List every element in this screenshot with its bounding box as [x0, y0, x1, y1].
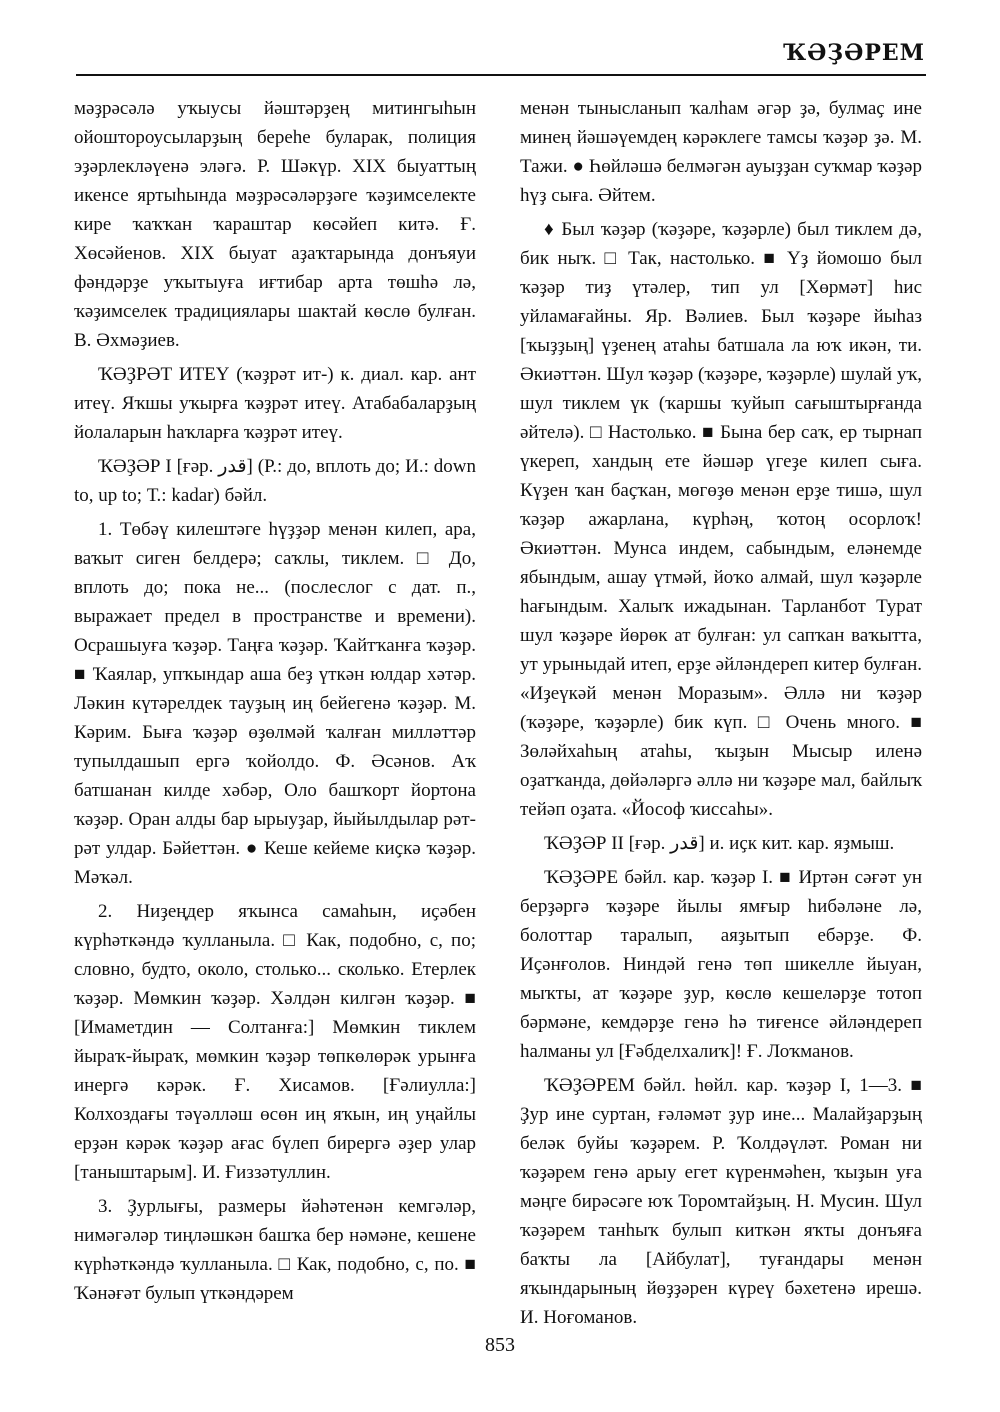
running-head: ҠӘҘӘРЕМ: [783, 40, 925, 66]
entry-paragraph: ҠӘҘӘР II [ғәр. قدر] и. иҫк кит. кар. яҙмыш.: [544, 833, 895, 854]
entry-paragraph: ҠӘҘӘРЕ бәйл. кар. ҡәҙәр I. ■ Иртән сәғәт ун берҙәргә ҡәҙәре йылы ямғыр һибәләне лә, болоттар таралып, аяҙытып ебәрҙе. Ф. Иҫәнғолов. Ниндәй генә төп шикелле йыуан, мыҡты, ат ҡәҙәре ҙур, көслө кешеләрҙе тотоп бәрмәне, кемдәрҙе генә һә тиғенсе әйләндереп һалманы ул [Ғәбделхалиҡ]! Ғ. Лоҡманов.: [520, 867, 922, 1062]
page-number: 853: [485, 1334, 515, 1356]
entry-paragraph: 2. Ниҙеңдер яҡынса самаһын, иҫәбен күрһәткәндә ҡулланыла. □ Как, подобно, с, по; словно, будто, около, столько... сколько. Етерлек ҡәҙәр. Мөмкин ҡәҙәр. Хәлдән килгән ҡәҙәр. ■ [Имаметдин — Солтанға:] Мөмкин тиклем йыраҡ-йыраҡ, мөмкин ҡәҙәр төпкөлөрәк урынға инергә кәрәк. Ғ. Хисамов. [Ғәлиулла:] Колхоздағы тәүәлләш өсөн иң яҡын, иң уңайлы ерҙән кәрәк ҡәҙәр ағас бүлеп бирергә әҙер улар [таныштарым]. И. Ғиззәтуллин.: [74, 901, 476, 1183]
entry-paragraph: ҠӘҘРӘТ ИТЕҮ (ҡәҙрәт ит-) к. диал. кар. ант итеү. Яҡшы уҡырға ҡәҙрәт итеү. Атабабаларҙың йолаларын һаҡларға ҡәҙрәт итеү.: [74, 364, 476, 443]
entry-paragraph: ♦ Был ҡәҙәр (ҡәҙәре, ҡәҙәрле) был тиклем дә, бик ныҡ. □ Так, настолько. ■ Үҙ йомошо был ҡәҙәр тиҙ үтәлер, тип ул [Хөрмәт] һис уйламағайны. Яр. Вәлиев. Был ҡәҙәре йыһаз [ҡыҙҙың] үҙенең атаһы батшала ла юҡ икән, ти. Әкиәттән. Шул ҡәҙәр (ҡәҙәре, ҡәҙәрле) шулай уҡ, шул тиклем үк (ҡаршы ҡуйып сағыштырғанда әйтелә). □ Настолько. ■ Бына бер саҡ, ер тырнап үкереп, хандың ете йәшәр үгеҙе килеп сыға. Күҙен ҡан баҫҡан, мөгөҙө менән ерҙе тишә, шул ҡәҙәр ажарлана, күрһәң, ҡотоң осорлоҡ! Әкиәттән. Мунса индем, сабындым, еләнемде ябындым, ашау үтмәй, йоҡо алмай, шул ҡәҙәрле һағындым. Халыҡ ижадынан. Тарланбот Турат шул ҡәҙәре йөрөк ат булған: ул сапҡан ваҡытта, ут урыныдай итеп, ерҙе әйләндереп китер булған. «Иҙеүкәй менән Моразым». Әллә ни ҡәҙәр (ҡәҙәре, ҡәҙәрле) бик күп. □ Очень много. ■ Зөләйхаһың атаһы, ҡыҙын Мысыр иленә оҙатҡанда, дөйәләргә әллә ни ҡәҙәре мал, байлыҡ тейәп оҙата. «Йософ ҡиссаһы».: [520, 219, 922, 820]
right-column: [520, 94, 922, 1337]
entry-paragraph: ҠӘҘӘРЕМ бәйл. һөйл. кар. ҡәҙәр I, 1—3. ■ Ҙур ине суртан, ғәләмәт ҙур ине... Малайҙарҙың беләк буйы ҡәҙәрем. Р. Ҡолдәүләт. Роман ни ҡәҙәрем генә арыу егет күренмәһен, ҡыҙын уға мәңге бирәсәге юҡ Торомтайҙың. Н. Мусин. Шул ҡәҙәрем танһыҡ булып киткән яҡты донъяға баҡты ла [Айбулат], туғандары менән яҡындарының йөҙҙәрен күреү бәхетенә ирешә. И. Ноғоманов.: [520, 1075, 922, 1328]
entry-paragraph: мәҙрәсәлә уҡыусы йәштәрҙең митингыһын ойоштороусыларҙың береһе буларак, полиция эҙәрлекләүенә эләгә. Р. Шәкүр. XIX быуаттың икенсе яртыһында мәҙрәсәләрҙәге ҡәҙимселекте кире ҡаҡҡан ҡараштар көсәйеп китә. Ғ. Хөсәйенов. XIX быуат аҙаҡтарында донъяуи фәндәрҙе уҡытыуға иғтибар арта төшһә лә, ҡәҙимселек традициялары шактай көслө булған. В. Әхмәҙиев.: [74, 98, 476, 351]
entry-paragraph: менән тынысланып ҡалһам әгәр ҙә, булмаҫ ине минең йәшәүемдең кәрәклеге тамсы ҡәҙәр ҙә. М. Тажи. ● Һөйләшә белмәгән ауыҙҙан суҡмар ҡәҙәр һүҙ сыға. Әйтем.: [520, 98, 922, 206]
entry-paragraph: ҠӘҘӘР I [ғәр. قدر] (Р.: до, вплоть до; И.: down to, up to; Т.: kadar) бәйл.: [74, 456, 476, 506]
header-rule: [76, 74, 926, 76]
entry-paragraph: 3. Ҙурлығы, размеры йәһәтенән кемгәләр, нимәгәләр тиңләшкән башҡа бер нәмәне, кешене күрһәткәндә ҡулланыла. □ Как, подобно, с, по. ■ Ҡәнәғәт булып үткәндәрем: [74, 1196, 476, 1304]
entry-paragraph: 1. Төбәү килештәге һүҙҙәр менән килеп, ара, ваҡыт сиген белдерә; саҡлы, тиклем. □ До, вплоть до; пока не... (послеслог с дат. п., выражает предел в пространстве и времени). Осрашыуға ҡәҙәр. Таңға ҡәҙәр. Ҡайтҡанға ҡәҙәр. ■ Ҡаялар, упҡындар аша беҙ үткән юлдар хәтәр. Ләкин күтәрелдек тауҙың иң бейегенә ҡәҙәр. М. Кәрим. Быға ҡәҙәр өҙөлмәй ҡалған милләттәр тупылдашып ергә ҡойолдо. Ф. Әсәнов. Аҡ батшанан килде хәбәр, Оло башҡорт йортона ҡәҙәр. Оран алды бар ырыуҙар, йыйылдылар рәт-рәт улдар. Бәйеттән. ● Кеше кейеме киҫкә ҡәҙәр. Мәҡәл.: [74, 519, 476, 888]
left-column: [74, 94, 476, 1313]
